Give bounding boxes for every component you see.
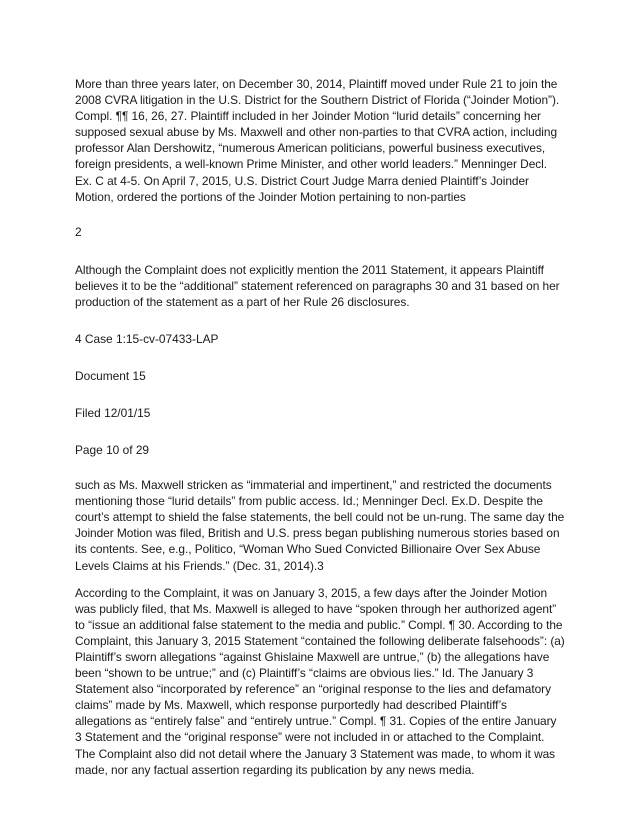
body-paragraph-press: such as Ms. Maxwell stricken as “immaterial and impertinent,” and restricted the documents mentioning those “lurid details” from public access. Id.; Menninger Decl. Ex.D. Despite the court’s attempt to shield the false statements, the bell could not be un-rung. The same day the Joinder Motion was filed, British and U.S. press began publishing numerous stories based on its contents. See, e.g., Politico, “Woman Who Sued Convicted Billionaire Over Sex Abuse Levels Claims at his Friends.” (Dec. 31, 2014).3 (75, 478, 565, 573)
case-number: 4 Case 1:15-cv-07433-LAP (75, 332, 219, 347)
filed-date: Filed 12/01/15 (75, 406, 151, 421)
document-page (75, 76, 565, 778)
body-paragraph-joinder-motion: More than three years later, on December 30, 2014, Plaintiff moved under Rule 21 to join the 2008 CVRA litigation in the U.S. District for the Southern District of Florida (“Joinder Motion”). Compl. ¶¶ 16, 26, 27. Plaintiff included in her Joinder Motion “lurid details” concerning her supposed sexual abuse by Ms. Maxwell and other non-parties to that CVRA action, including professor Alan Dershowitz, “numerous American politicians, powerful business executives, foreign presidents, a well-known Prime Minister, and other world leaders.” Menninger Decl. Ex. C at 4-5. On April 7, 2015, U.S. District Court Judge Marra denied Plaintiff’s Joinder Motion, ordered the portions of the Joinder Motion pertaining to non-parties (75, 77, 560, 204)
body-paragraph-january-statement: According to the Complaint, it was on January 3, 2015, a few days after the Joinder Motion was publicly filed, that Ms. Maxwell is alleged to have “spoken through her authorized agent” to “issue an additional false statement to the media and public.” Compl. ¶ 30. According to the Complaint, this January 3, 2015 Statement “contained the following deliberate falsehoods”: (a) Plaintiff’s sworn allegations “against Ghislaine Maxwell are untrue,” (b) the allegations have been “shown to be untrue;” and (c) Plaintiff’s “claims are obvious lies.” Id. The January 3 Statement also “incorporated by reference” an “original response to the lies and defamatory claims” made by Ms. Maxwell, which response purportedly had described Plaintiff’s allegations as “entirely false” and “entirely untrue.” Compl. ¶ 31. Copies of the entire January 3 Statement and the “original response” were not included in or attached to the Complaint. The Complaint also did not detail where the January 3 Statement was made, to whom it was made, nor any factual assertion regarding its publication by any news media. (75, 585, 565, 777)
footnote-number: 2 (75, 224, 82, 239)
document-number: Document 15 (75, 369, 146, 384)
page-number: Page 10 of 29 (75, 443, 150, 458)
footnote-paragraph: Although the Complaint does not explicitly mention the 2011 Statement, it appears Plaintiff believes it to be the “additional” statement referenced on paragraphs 30 and 31 based on her production of the statement as a part of her Rule 26 disclosures. (75, 262, 560, 309)
